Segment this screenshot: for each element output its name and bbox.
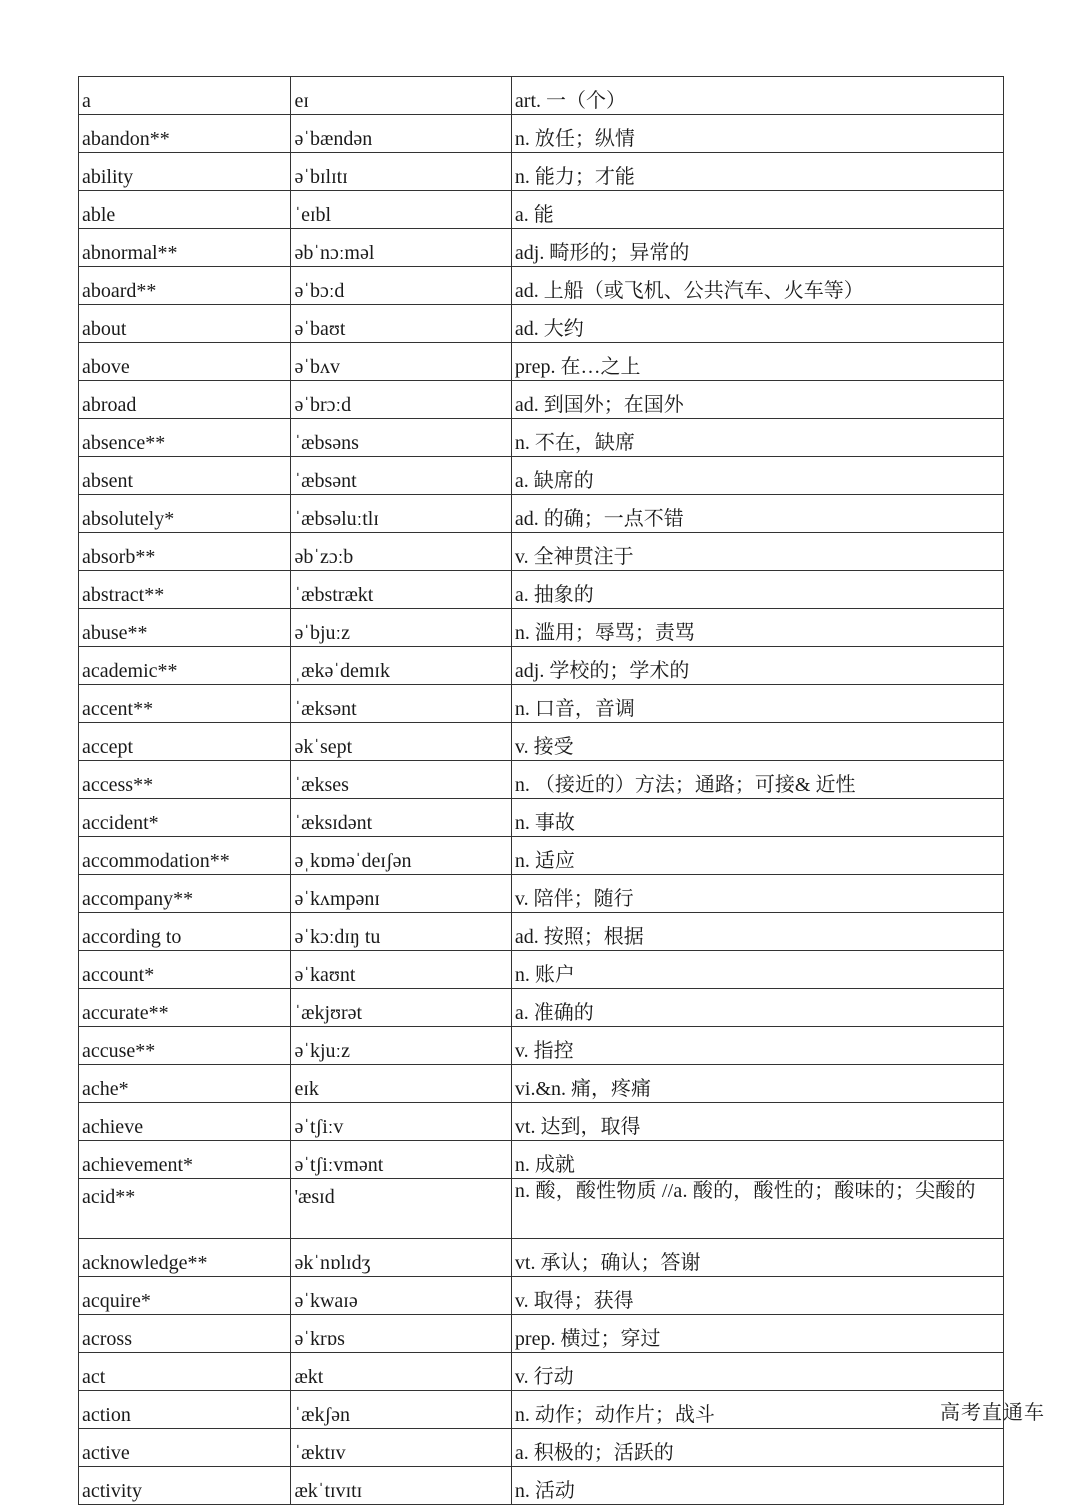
meaning-cell: n. 成就 [511, 1141, 1003, 1179]
phonetic-cell: ˌækəˈdemɪk [291, 647, 511, 685]
meaning-cell: vt. 承认；确认；答谢 [511, 1239, 1003, 1277]
meaning-cell: n. 放任；纵情 [511, 115, 1003, 153]
table-row [79, 419, 1004, 457]
meaning-cell: n. 动作；动作片；战斗 [511, 1391, 1003, 1429]
word-cell: accompany** [79, 875, 291, 913]
meaning-cell: n. 事故 [511, 799, 1003, 837]
meaning-cell: ad. 上船（或飞机、公共汽车、火车等） [511, 267, 1003, 305]
table-row [79, 913, 1004, 951]
phonetic-cell: ækˈtɪvɪtɪ [291, 1467, 511, 1505]
table-row [79, 77, 1004, 115]
phonetic-cell: ˈækses [291, 761, 511, 799]
phonetic-cell: əˈkʌmpənɪ [291, 875, 511, 913]
phonetic-cell: əˈbændən [291, 115, 511, 153]
table-row [79, 1277, 1004, 1315]
table-row [79, 875, 1004, 913]
watermark-text: 高考直通车 [940, 1400, 1045, 1424]
meaning-cell: v. 指控 [511, 1027, 1003, 1065]
table-row [79, 647, 1004, 685]
meaning-cell: a. 抽象的 [511, 571, 1003, 609]
meaning-cell: a. 能 [511, 191, 1003, 229]
phonetic-cell: ˈæbstrækt [291, 571, 511, 609]
word-cell: accident* [79, 799, 291, 837]
phonetic-cell: əˈtʃiːvmənt [291, 1141, 511, 1179]
word-cell: account* [79, 951, 291, 989]
table-row [79, 305, 1004, 343]
meaning-cell: vi.&n. 痛，疼痛 [511, 1065, 1003, 1103]
word-cell: act [79, 1353, 291, 1391]
table-row [79, 799, 1004, 837]
word-cell: accurate** [79, 989, 291, 1027]
table-row [79, 267, 1004, 305]
meaning-cell: n. 滥用；辱骂；责骂 [511, 609, 1003, 647]
table-row [79, 1429, 1004, 1467]
word-cell: abnormal** [79, 229, 291, 267]
table-row [79, 457, 1004, 495]
word-cell: above [79, 343, 291, 381]
word-cell: accuse** [79, 1027, 291, 1065]
table-row [79, 837, 1004, 875]
meaning-cell: n. 活动 [511, 1467, 1003, 1505]
word-cell: able [79, 191, 291, 229]
word-cell: achievement* [79, 1141, 291, 1179]
word-cell: action [79, 1391, 291, 1429]
word-cell: abandon** [79, 115, 291, 153]
meaning-cell: vt. 达到，取得 [511, 1103, 1003, 1141]
word-cell: abuse** [79, 609, 291, 647]
phonetic-cell: əkˈsept [291, 723, 511, 761]
table-row [79, 343, 1004, 381]
word-cell: acknowledge** [79, 1239, 291, 1277]
phonetic-cell: əˈbaʊt [291, 305, 511, 343]
word-cell: absolutely* [79, 495, 291, 533]
word-cell: accent** [79, 685, 291, 723]
table-row [79, 571, 1004, 609]
word-cell: achieve [79, 1103, 291, 1141]
table-row [79, 761, 1004, 799]
table-row [79, 989, 1004, 1027]
table-row [79, 723, 1004, 761]
phonetic-cell: ˈæbsəns [291, 419, 511, 457]
phonetic-cell: əˈbʌv [291, 343, 511, 381]
word-cell: active [79, 1429, 291, 1467]
word-cell: abroad [79, 381, 291, 419]
word-cell: academic** [79, 647, 291, 685]
table-row [79, 191, 1004, 229]
meaning-cell: a. 积极的；活跃的 [511, 1429, 1003, 1467]
word-cell: acquire* [79, 1277, 291, 1315]
meaning-cell: prep. 在…之上 [511, 343, 1003, 381]
table-row [79, 115, 1004, 153]
table-row [79, 1141, 1004, 1179]
phonetic-cell: eɪ [291, 77, 511, 115]
phonetic-cell: əˈkaʊnt [291, 951, 511, 989]
meaning-cell: a. 准确的 [511, 989, 1003, 1027]
word-cell: abstract** [79, 571, 291, 609]
word-cell: ache* [79, 1065, 291, 1103]
meaning-cell: n. （接近的）方法；通路；可接& 近性 [511, 761, 1003, 799]
table-row [79, 229, 1004, 267]
phonetic-cell: əˈbɪlɪtɪ [291, 153, 511, 191]
phonetic-cell: ˈækjʊrət [291, 989, 511, 1027]
table-row [79, 1179, 1004, 1239]
word-cell: ability [79, 153, 291, 191]
word-cell: accept [79, 723, 291, 761]
phonetic-cell: ˈækʃən [291, 1391, 511, 1429]
meaning-cell: v. 陪伴；随行 [511, 875, 1003, 913]
word-cell: a [79, 77, 291, 115]
table-row [79, 1103, 1004, 1141]
phonetic-cell: ækt [291, 1353, 511, 1391]
meaning-cell: n. 能力；才能 [511, 153, 1003, 191]
table-row [79, 1467, 1004, 1505]
phonetic-cell: ˈæksɪdənt [291, 799, 511, 837]
phonetic-cell: əbˈnɔːməl [291, 229, 511, 267]
table-row [79, 153, 1004, 191]
phonetic-cell: ˈæbsənt [291, 457, 511, 495]
phonetic-cell: əˈbrɔːd [291, 381, 511, 419]
meaning-cell: art. 一（个） [511, 77, 1003, 115]
phonetic-cell: əˈkɔːdɪŋ tu [291, 913, 511, 951]
word-cell: across [79, 1315, 291, 1353]
meaning-cell: ad. 的确；一点不错 [511, 495, 1003, 533]
phonetic-cell: əbˈzɔːb [291, 533, 511, 571]
vocabulary-table [78, 76, 1004, 1505]
meaning-cell: adj. 畸形的；异常的 [511, 229, 1003, 267]
word-cell: absorb** [79, 533, 291, 571]
meaning-cell: n. 口音，音调 [511, 685, 1003, 723]
table-row [79, 1391, 1004, 1429]
table-row [79, 951, 1004, 989]
table-row [79, 381, 1004, 419]
vocabulary-table-body [79, 77, 1004, 1505]
word-cell: about [79, 305, 291, 343]
meaning-cell: n. 适应 [511, 837, 1003, 875]
word-cell: absent [79, 457, 291, 495]
table-row [79, 609, 1004, 647]
meaning-cell: ad. 大约 [511, 305, 1003, 343]
word-cell: absence** [79, 419, 291, 457]
phonetic-cell: ˈæbsəluːtlɪ [291, 495, 511, 533]
phonetic-cell: əˈkwaɪə [291, 1277, 511, 1315]
table-row [79, 1027, 1004, 1065]
word-cell: access** [79, 761, 291, 799]
phonetic-cell: əˈkjuːz [291, 1027, 511, 1065]
table-row [79, 1239, 1004, 1277]
meaning-cell: ad. 按照；根据 [511, 913, 1003, 951]
meaning-cell: n. 账户 [511, 951, 1003, 989]
phonetic-cell: ˈæktɪv [291, 1429, 511, 1467]
phonetic-cell: əˈkrɒs [291, 1315, 511, 1353]
phonetic-cell: əˈbɔːd [291, 267, 511, 305]
meaning-cell: v. 行动 [511, 1353, 1003, 1391]
table-row [79, 495, 1004, 533]
table-row [79, 533, 1004, 571]
phonetic-cell: eɪk [291, 1065, 511, 1103]
phonetic-cell: əˌkɒməˈdeɪʃən [291, 837, 511, 875]
word-cell: aboard** [79, 267, 291, 305]
meaning-cell: a. 缺席的 [511, 457, 1003, 495]
phonetic-cell: ˈeɪbl [291, 191, 511, 229]
meaning-cell: n. 酸，酸性物质 //a. 酸的，酸性的；酸味的；尖酸的 [511, 1179, 1003, 1239]
phonetic-cell: ˈæksənt [291, 685, 511, 723]
meaning-cell: v. 接受 [511, 723, 1003, 761]
phonetic-cell: əˈtʃiːv [291, 1103, 511, 1141]
meaning-cell: n. 不在，缺席 [511, 419, 1003, 457]
table-row [79, 1315, 1004, 1353]
table-row [79, 1065, 1004, 1103]
meaning-cell: adj. 学校的；学术的 [511, 647, 1003, 685]
word-cell: according to [79, 913, 291, 951]
word-cell: acid** [79, 1179, 291, 1239]
phonetic-cell: əˈbjuːz [291, 609, 511, 647]
phonetic-cell: əkˈnɒlɪdʒ [291, 1239, 511, 1277]
meaning-cell: v. 取得；获得 [511, 1277, 1003, 1315]
phonetic-cell: 'æsɪd [291, 1179, 511, 1239]
meaning-cell: ad. 到国外；在国外 [511, 381, 1003, 419]
table-row [79, 685, 1004, 723]
word-cell: activity [79, 1467, 291, 1505]
table-row [79, 1353, 1004, 1391]
meaning-cell: v. 全神贯注于 [511, 533, 1003, 571]
meaning-cell: prep. 横过；穿过 [511, 1315, 1003, 1353]
word-cell: accommodation** [79, 837, 291, 875]
